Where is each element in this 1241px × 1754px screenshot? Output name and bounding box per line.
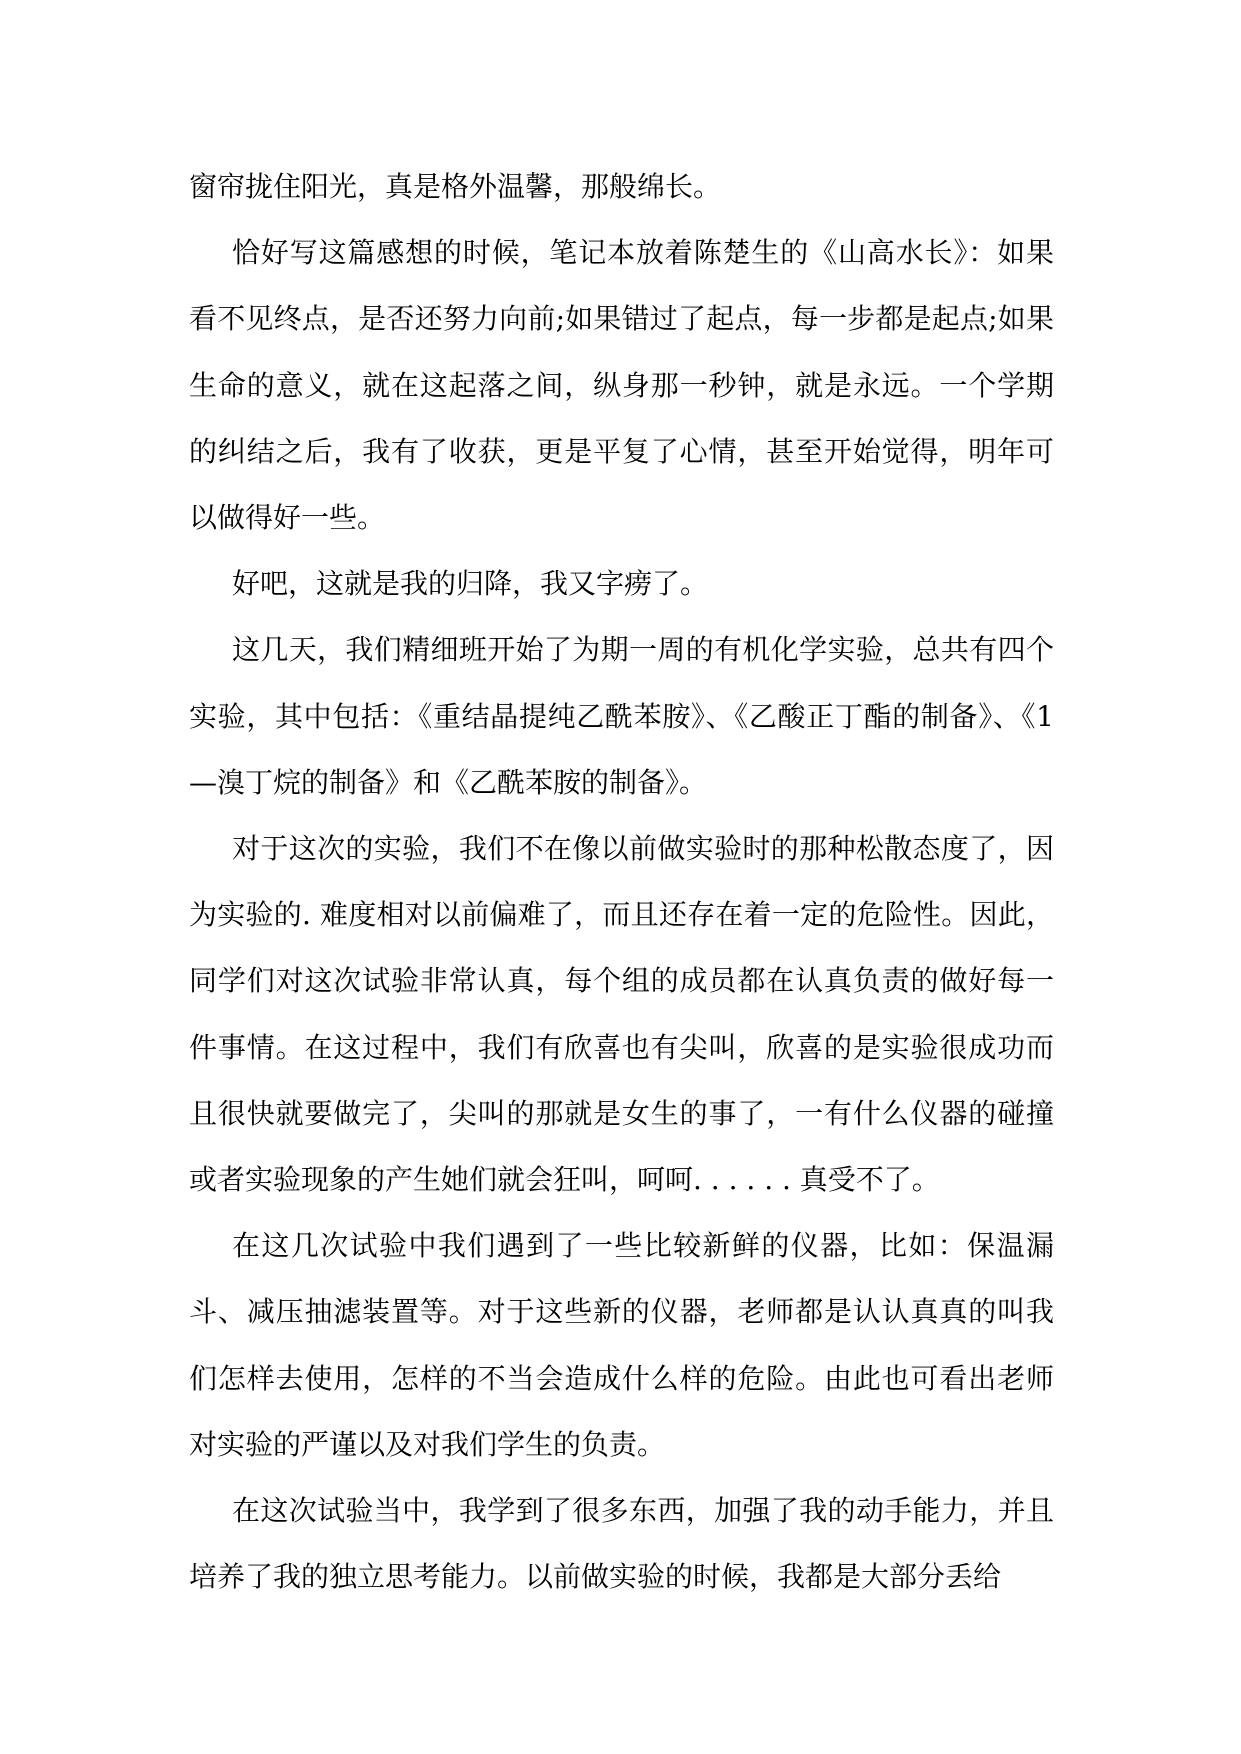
document-body xyxy=(189,154,1054,1610)
paragraph-3: 好吧，这就是我的归降，我又字痨了。 xyxy=(232,567,709,601)
paragraph-2: 恰好写这篇感想的时候，笔记本放着陈楚生的《山高水长》：如果看不见终点，是否还努力向前;如果错过了起点，每一步都是起点;如果生命的意义，就在这起落之间，纵身那一秒钟，就是永远。一个学期的纠结之后，我有了收获，更是平复了心情，甚至开始觉得，明年可以做得好一些。 xyxy=(189,236,1054,535)
paragraph-7: 在这次试验当中，我学到了很多东西，加强了我的动手能力，并且培养了我的独立思考能力。以前做实验的时候，我都是大部分丢给 xyxy=(189,1494,1054,1594)
paragraph-6: 在这几次试验中我们遇到了一些比较新鲜的仪器，比如：保温漏斗、减压抽滤装置等。对于这些新的仪器，老师都是认认真真的叫我们怎样去使用，怎样的不当会造成什么样的危险。由此也可看出老师对实验的严谨以及对我们学生的负责。 xyxy=(189,1229,1054,1461)
paragraph-5: 对于这次的实验，我们不在像以前做实验时的那种松散态度了，因为实验的. 难度相对以前偏难了，而且还存在着一定的危险性。因此，同学们对这次试验非常认真，每个组的成员都在认真负责的做好每一件事情。在这过程中，我们有欣喜也有尖叫，欣喜的是实验很成功而且很快就要做完了，尖叫的那就是女生的事了，一有什么仪器的碰撞或者实验现象的产生她们就会狂叫，呵呵. . . . . . 真受不了。 xyxy=(189,832,1054,1197)
paragraph-4: 这几天，我们精细班开始了为期一周的有机化学实验，总共有四个实验，其中包括：《重结晶提纯乙酰苯胺》、《乙酸正丁酯的制备》、《1—溴丁烷的制备》和《乙酰苯胺的制备》。 xyxy=(189,633,1054,799)
paragraph-1: 窗帘拢住阳光，真是格外温馨，那般绵长。 xyxy=(189,170,722,203)
